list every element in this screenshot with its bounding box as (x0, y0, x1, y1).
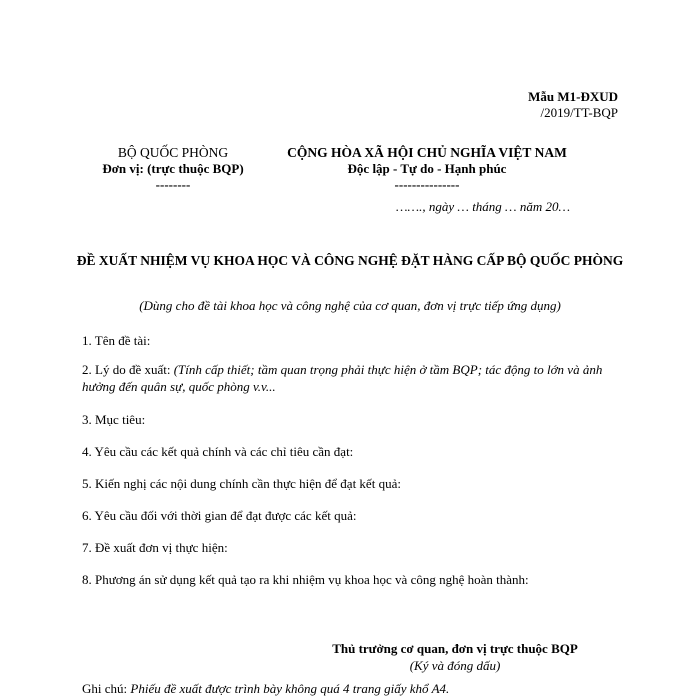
item-result-usage-plan: 8. Phương án sử dụng kết quả tạo ra khi nhiệm vụ khoa học và công nghệ hoàn thành: (82, 572, 529, 587)
national-motto: Độc lập - Tự do - Hạnh phúc (347, 161, 507, 176)
form-reference: /2019/TT-BQP (540, 105, 618, 120)
item-reason-label: 2. Lý do đề xuất: (82, 362, 174, 377)
item-reason-detail: (Tính cấp thiết; tầm quan trọng phải thực hiện ở tầm BQP; tác động to lớn và ảnh hưởng đến quân sự, quốc phòng v.v... (82, 362, 603, 394)
item-objective: 3. Mục tiêu: (82, 412, 146, 427)
org-right-rule: --------------- (394, 177, 460, 192)
document-title: ĐỀ XUẤT NHIỆM VỤ KHOA HỌC VÀ CÔNG NGHỆ ĐẶT HÀNG CẤP BỘ QUỐC PHÒNG (76, 253, 624, 268)
form-code-block (528, 89, 618, 121)
date-line: ……., ngày … tháng … năm 20… (396, 199, 571, 214)
org-left-rule: -------- (155, 177, 191, 192)
footnote (82, 681, 449, 697)
signature-note: (Ký và đóng dấu) (409, 658, 501, 673)
form-code: Mẫu M1-ĐXUD (528, 89, 618, 104)
item-implementing-unit: 7. Đề xuất đơn vị thực hiện: (82, 540, 228, 555)
national-header (262, 145, 592, 193)
item-main-content: 5. Kiến nghị các nội dung chính cần thực hiện để đạt kết quả: (82, 476, 401, 491)
signature-block (290, 640, 620, 674)
item-topic-name: 1. Tên đề tài: (82, 333, 151, 348)
footnote-label: Ghi chú: (82, 681, 131, 696)
ministry-name: BỘ QUỐC PHÒNG (117, 145, 229, 160)
unit-line: Đơn vị: (trực thuộc BQP) (102, 161, 244, 176)
footnote-text: Phiếu đề xuất được trình bày không quá 4 trang giấy khổ A4. (130, 681, 450, 696)
issuing-organization (88, 145, 258, 193)
document-subtitle: (Dùng cho đề tài khoa học và công nghệ của cơ quan, đơn vị trực tiếp ứng dụng) (139, 298, 561, 313)
item-time-requirement: 6. Yêu cầu đối với thời gian để đạt được các kết quả: (82, 508, 357, 523)
item-reason (82, 361, 622, 395)
signature-title: Thủ trưởng cơ quan, đơn vị trực thuộc BQP (332, 641, 578, 656)
item-expected-results: 4. Yêu cầu các kết quả chính và các chỉ tiêu cần đạt: (82, 444, 354, 459)
country-name: CỘNG HÒA XÃ HỘI CHỦ NGHĨA VIỆT NAM (287, 145, 567, 160)
